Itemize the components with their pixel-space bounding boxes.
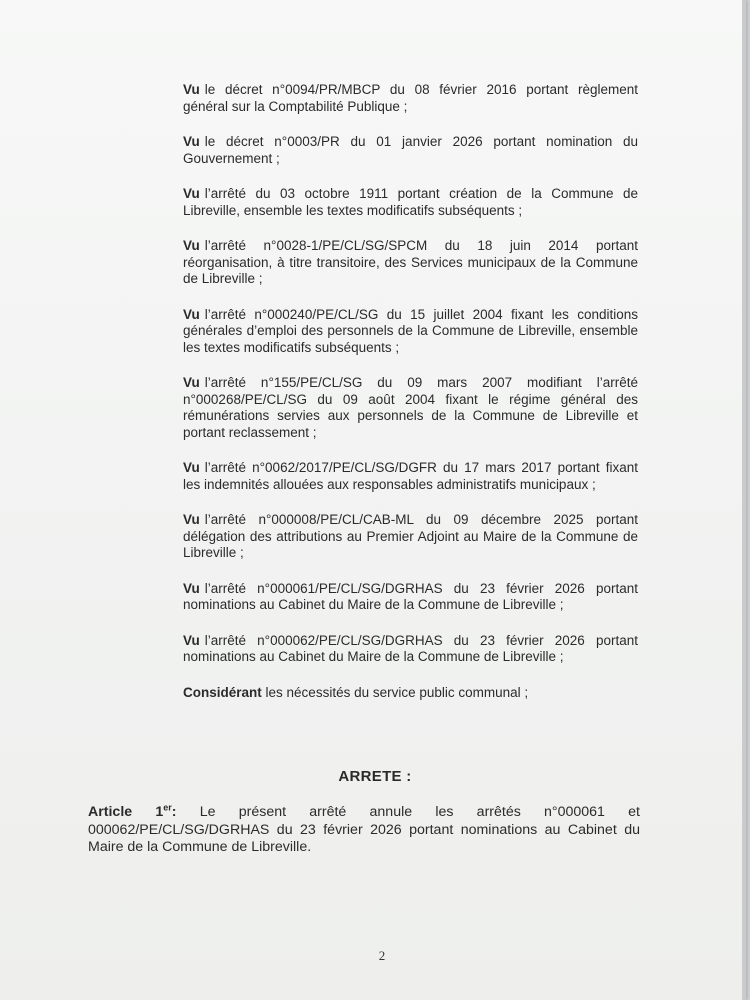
paragraph-text: l’arrêté du 03 octobre 1911 portant création de la Commune de Libreville, ensemble les textes modificatifs subséquents ;	[183, 186, 638, 218]
arrete-heading: ARRETE :	[338, 768, 412, 785]
article-label: Article 1	[88, 804, 164, 820]
page-edge-shadow	[742, 0, 746, 1000]
preamble-paragraph	[183, 186, 638, 219]
paragraph-text: le décret n°0094/PR/MBCP du 08 février 2016 portant règlement général sur la Comptabilité Publique ;	[183, 82, 638, 114]
legal-preamble	[183, 82, 638, 720]
considerant-text: les nécessités du service public communal ;	[265, 684, 529, 700]
preamble-paragraph	[183, 460, 638, 493]
paragraph-lead: Vu	[183, 580, 200, 596]
preamble-paragraph	[183, 633, 638, 666]
considerant-lead: Considérant	[183, 684, 262, 700]
paragraph-lead: Vu	[183, 632, 200, 648]
paragraph-lead: Vu	[183, 375, 200, 390]
preamble-paragraph	[183, 581, 638, 614]
paragraph-text: l’arrêté n°000008/PE/CL/CAB-ML du 09 décembre 2025 portant délégation des attributions au Premier Adjoint au Maire de la Commune de Libreville ;	[183, 512, 638, 560]
paragraph-lead: Vu	[183, 238, 200, 253]
preamble-paragraph	[183, 307, 638, 357]
paragraph-lead: Vu	[183, 134, 200, 149]
preamble-paragraph	[183, 512, 638, 562]
considerant-paragraph	[183, 685, 638, 702]
paragraph-text: l’arrêté n°000240/PE/CL/SG du 15 juillet 2004 fixant les conditions générales d’emploi des personnels de la Commune de Libreville, ensemble les textes modificatifs subséquents ;	[183, 306, 638, 355]
paragraph-lead: Vu	[183, 82, 200, 97]
preamble-paragraph	[183, 134, 638, 167]
paragraph-text: le décret n°0003/PR du 01 janvier 2026 portant nomination du Gouvernement ;	[183, 134, 638, 166]
article-superscript: er	[163, 802, 172, 813]
paragraph-lead: Vu	[183, 306, 200, 322]
paragraph-text: l’arrêté n°155/PE/CL/SG du 09 mars 2007 modifiant l’arrêté n°000268/PE/CL/SG du 09 août 2004 fixant le régime général des rémunérations servies aux personnels de la Commune de Libreville et portant reclassement ;	[183, 375, 638, 440]
paragraph-lead: Vu	[183, 186, 200, 201]
article-text: Le présent arrêté annule les arrêtés n°000061 et 000062/PE/CL/SG/DGRHAS du 23 février 2026 portant nominations au Cabinet du Maire de la Commune de Libreville.	[88, 804, 640, 855]
article-separator: :	[171, 804, 177, 820]
preamble-paragraph	[183, 82, 638, 115]
preamble-paragraph	[183, 375, 638, 441]
paragraph-text: l’arrêté n°0028-1/PE/CL/SG/SPCM du 18 juin 2014 portant réorganisation, à titre transitoire, des Services municipaux de la Commune de Libreville ;	[183, 238, 638, 286]
paragraph-lead: Vu	[183, 512, 200, 527]
paragraph-text: l’arrêté n°000061/PE/CL/SG/DGRHAS du 23 février 2026 portant nominations au Cabinet du Maire de la Commune de Libreville ;	[183, 580, 638, 612]
paragraph-lead: Vu	[183, 460, 200, 475]
page-number: 2	[378, 948, 386, 963]
paragraph-text: l’arrêté n°0062/2017/PE/CL/SG/DGFR du 17 mars 2017 portant fixant les indemnités allouées aux responsables administratifs municipaux ;	[183, 460, 638, 492]
article-one	[88, 804, 640, 857]
preamble-paragraph	[183, 238, 638, 288]
paragraph-text: l’arrêté n°000062/PE/CL/SG/DGRHAS du 23 février 2026 portant nominations au Cabinet du Maire de la Commune de Libreville ;	[183, 632, 638, 664]
